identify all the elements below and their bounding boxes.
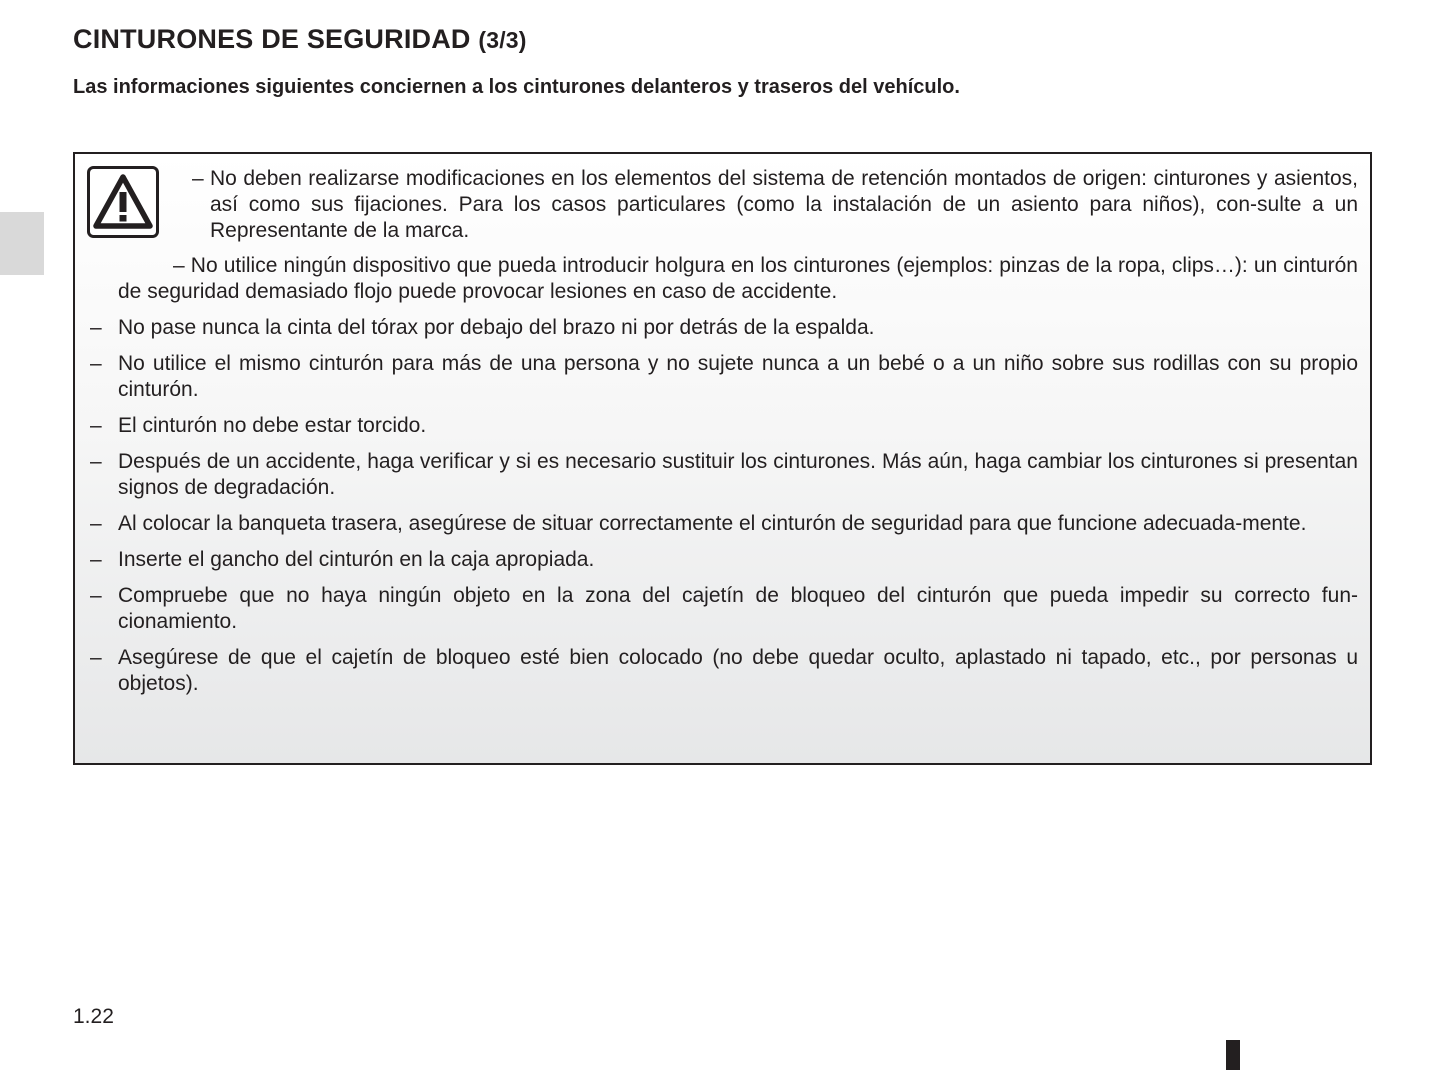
list-item	[90, 315, 1358, 341]
list-item-text: No utilice el mismo cinturón para más de una persona y no sujete nunca a un bebé o a un niño sobre sus rodillas con su propio cinturón.	[118, 352, 1358, 401]
warning-box	[73, 152, 1372, 765]
page-number: 1.22	[73, 1005, 114, 1028]
warning-intro-text-1: No deben realizarse modificaciones en los elementos del sistema de retención montados de origen: cinturones y asientos, así como sus fijaciones. Para los casos particulares (como la instalación de un asiento para niños), con-sulte a un Representante de la marca.	[210, 167, 1358, 242]
list-item	[90, 583, 1358, 635]
section-side-tab	[0, 212, 44, 275]
list-item	[90, 645, 1358, 697]
warning-intro-item-1	[192, 166, 1358, 244]
list-item-text: Asegúrese de que el cajetín de bloqueo esté bien colocado (no debe quedar oculto, aplastado ni tapado, etc., por personas u objetos).	[118, 646, 1358, 695]
list-dash: –	[90, 316, 102, 339]
page-corner-mark	[1226, 1040, 1240, 1070]
page-title-part: (3/3)	[478, 27, 527, 53]
list-dash: –	[90, 512, 102, 535]
list-dash: –	[90, 352, 102, 375]
list-item	[90, 511, 1358, 537]
list-dash: –	[90, 646, 102, 669]
list-dash: –	[90, 450, 102, 473]
list-dash: –	[90, 414, 102, 437]
warning-content	[75, 154, 1370, 763]
warning-intro-text-2: No utilice ningún dispositivo que pueda introducir holgura en los cinturones (ejemplos: pinzas de la ropa, clips…): un cinturón de seguridad demasiado flojo puede provocar lesiones en caso de accidente.	[118, 254, 1358, 303]
page-title	[73, 24, 527, 55]
warning-list	[90, 315, 1358, 707]
list-item	[90, 413, 1358, 439]
list-item-text: Compruebe que no haya ningún objeto en la zona del cajetín de bloqueo del cinturón que pueda impedir su correcto fun-cionamiento.	[118, 584, 1358, 633]
list-item-text: Al colocar la banqueta trasera, asegúrese de situar correctamente el cinturón de seguridad para que funcione adecuada-mente.	[118, 512, 1307, 535]
list-dash: –	[90, 548, 102, 571]
warning-intro-item-2	[118, 253, 1358, 305]
list-item	[90, 351, 1358, 403]
list-item	[90, 547, 1358, 573]
list-item-text: No pase nunca la cinta del tórax por debajo del brazo ni por detrás de la espalda.	[118, 316, 875, 339]
list-dash: –	[90, 584, 102, 607]
page-title-text: CINTURONES DE SEGURIDAD	[73, 24, 471, 54]
list-item-text: El cinturón no debe estar torcido.	[118, 414, 427, 437]
list-item	[90, 449, 1358, 501]
list-dash: –	[192, 167, 204, 190]
list-item-text: Inserte el gancho del cinturón en la caja apropiada.	[118, 548, 595, 571]
page-subtitle: Las informaciones siguientes conciernen a los cinturones delanteros y traseros del vehículo.	[73, 76, 960, 98]
list-item-text: Después de un accidente, haga verificar y si es necesario sustituir los cinturones. Más aún, haga cambiar los cinturones si presentan signos de degradación.	[118, 450, 1358, 499]
list-dash: –	[173, 254, 185, 277]
